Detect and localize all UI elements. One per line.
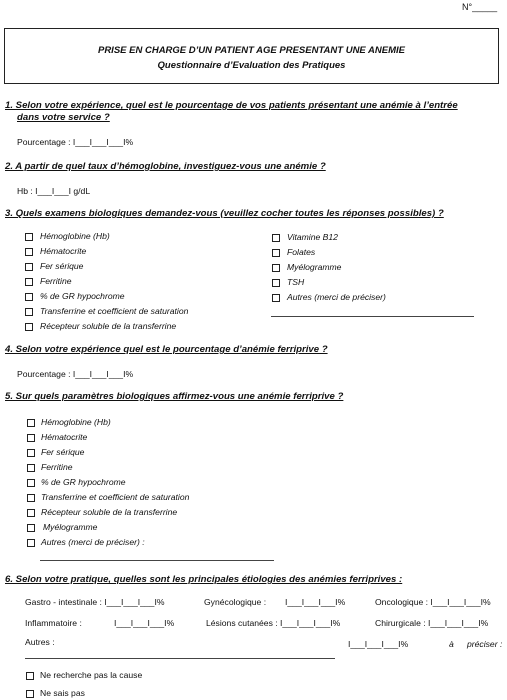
document-number: N°_____	[462, 2, 498, 12]
q5-autres-input-line[interactable]	[40, 560, 274, 561]
q6-inflam-field[interactable]: I___I___I___I%	[114, 618, 175, 628]
q3-checkbox-ferritine[interactable]	[25, 278, 33, 286]
q3-checkbox-tsh[interactable]	[272, 279, 280, 287]
q5-checkbox-fer[interactable]	[27, 449, 35, 457]
q6-gastro-field[interactable]: Gastro - intestinale : I___I___I___I%	[25, 597, 165, 607]
q6-checkbox-ne-recherche[interactable]	[26, 672, 34, 680]
q5-label-recepteur: Récepteur soluble de la transferrine	[41, 507, 178, 517]
q3-checkbox-myelogramme[interactable]	[272, 264, 280, 272]
title-subtitle: Questionnaire d’Evaluation des Pratiques	[157, 60, 346, 71]
q3-label-autres: Autres (merci de préciser)	[287, 292, 386, 302]
q3-label-transferrine: Transferrine et coefficient de saturation	[40, 306, 189, 316]
q5-checkbox-transferrine[interactable]	[27, 494, 35, 502]
q4-answer-field[interactable]: Pourcentage : I___I___I___I%	[17, 369, 134, 379]
q5-label-hematocrite: Hématocrite	[41, 432, 88, 442]
q3-autres-input-line[interactable]	[271, 316, 474, 317]
q3-label-b12: Vitamine B12	[287, 232, 338, 242]
q5-label-gr: % de GR hypochrome	[41, 477, 126, 487]
q3-label-recepteur: Récepteur soluble de la transferrine	[40, 321, 177, 331]
q5-checkbox-gr[interactable]	[27, 479, 35, 487]
q3-label-ferritine: Ferritine	[40, 276, 72, 286]
title-main: PRISE EN CHARGE D’UN PATIENT AGE PRESENTANT UNE ANEMIE	[97, 45, 405, 56]
q3-label-gr: % de GR hypochrome	[40, 291, 125, 301]
q6-gyneco-label: Gynécologique :	[204, 597, 267, 607]
q6-label-ne-sais-pas: Ne sais pas	[40, 688, 85, 698]
q6-a-label: à	[449, 639, 454, 649]
q6-autres-input-line[interactable]	[25, 658, 335, 659]
q5-heading: 5. Sur quels paramètres biologiques affirmez-vous une anémie ferriprive ?	[5, 391, 344, 402]
q5-label-autres: Autres (merci de préciser) :	[41, 537, 145, 547]
q3-label-myelogramme: Myélogramme	[287, 262, 342, 272]
q3-checkbox-fer[interactable]	[25, 263, 33, 271]
q5-label-transferrine: Transferrine et coefficient de saturation	[41, 492, 190, 502]
q3-label-folates: Folates	[287, 247, 316, 257]
q6-checkbox-ne-sais-pas[interactable]	[26, 690, 34, 698]
q1-heading-line2: dans votre service ?	[17, 112, 110, 123]
q3-heading: 3. Quels examens biologiques demandez-vous (veuillez cocher toutes les réponses possibles) ?	[5, 208, 444, 219]
q2-heading: 2. A partir de quel taux d’hémoglobine, investiguez-vous une anémie ?	[5, 161, 326, 172]
q3-checkbox-gr[interactable]	[25, 293, 33, 301]
q5-label-fer: Fer sérique	[41, 447, 85, 457]
q6-onco-field[interactable]: Oncologique : I___I___I___I%	[375, 597, 491, 607]
q3-label-fer: Fer sérique	[40, 261, 84, 271]
q5-checkbox-ferritine[interactable]	[27, 464, 35, 472]
q4-heading: 4. Selon votre expérience quel est le pourcentage d’anémie ferriprive ?	[5, 344, 328, 355]
q6-preciser-label: préciser :	[467, 639, 503, 649]
q6-heading: 6. Selon votre pratique, quelles sont les principales étiologies des anémies ferriprives :	[5, 574, 403, 585]
q6-label-ne-recherche: Ne recherche pas la cause	[40, 670, 143, 680]
q3-checkbox-b12[interactable]	[272, 234, 280, 242]
q1-heading: 1. Selon votre expérience, quel est le pourcentage de vos patients présentant une anémie à l’entrée	[5, 100, 458, 111]
q5-checkbox-myelogramme[interactable]	[27, 524, 35, 532]
q6-cutanee-field[interactable]: Lésions cutanées : I___I___I___I%	[206, 618, 341, 628]
q3-checkbox-recepteur[interactable]	[25, 323, 33, 331]
q3-checkbox-hematocrite[interactable]	[25, 248, 33, 256]
q5-label-hb: Hémoglobine (Hb)	[41, 417, 111, 427]
q6-inflam-label: Inflammatoire :	[25, 618, 82, 628]
q5-checkbox-hb[interactable]	[27, 419, 35, 427]
q3-checkbox-transferrine[interactable]	[25, 308, 33, 316]
q3-label-hematocrite: Hématocrite	[40, 246, 87, 256]
q3-checkbox-autres[interactable]	[272, 294, 280, 302]
q6-autres-label: Autres :	[25, 637, 55, 647]
q3-checkbox-folates[interactable]	[272, 249, 280, 257]
q5-label-ferritine: Ferritine	[41, 462, 73, 472]
q5-checkbox-hematocrite[interactable]	[27, 434, 35, 442]
q2-answer-field[interactable]: Hb : I___I___I g/dL	[17, 186, 91, 196]
q5-checkbox-autres[interactable]	[27, 539, 35, 547]
q6-chir-field[interactable]: Chirurgicale : I___I___I___I%	[375, 618, 489, 628]
q3-checkbox-hb[interactable]	[25, 233, 33, 241]
q6-autres-field[interactable]: I___I___I___I%	[348, 639, 409, 649]
q3-label-hb: Hémoglobine (Hb)	[40, 231, 110, 241]
title-box	[4, 28, 499, 84]
q5-checkbox-recepteur[interactable]	[27, 509, 35, 517]
q6-gyneco-field[interactable]: I___I___I___I%	[285, 597, 346, 607]
q1-answer-field[interactable]: Pourcentage : I___I___I___I%	[17, 137, 134, 147]
q3-label-tsh: TSH	[287, 277, 305, 287]
q5-label-myelogramme: Myélogramme	[43, 522, 98, 532]
